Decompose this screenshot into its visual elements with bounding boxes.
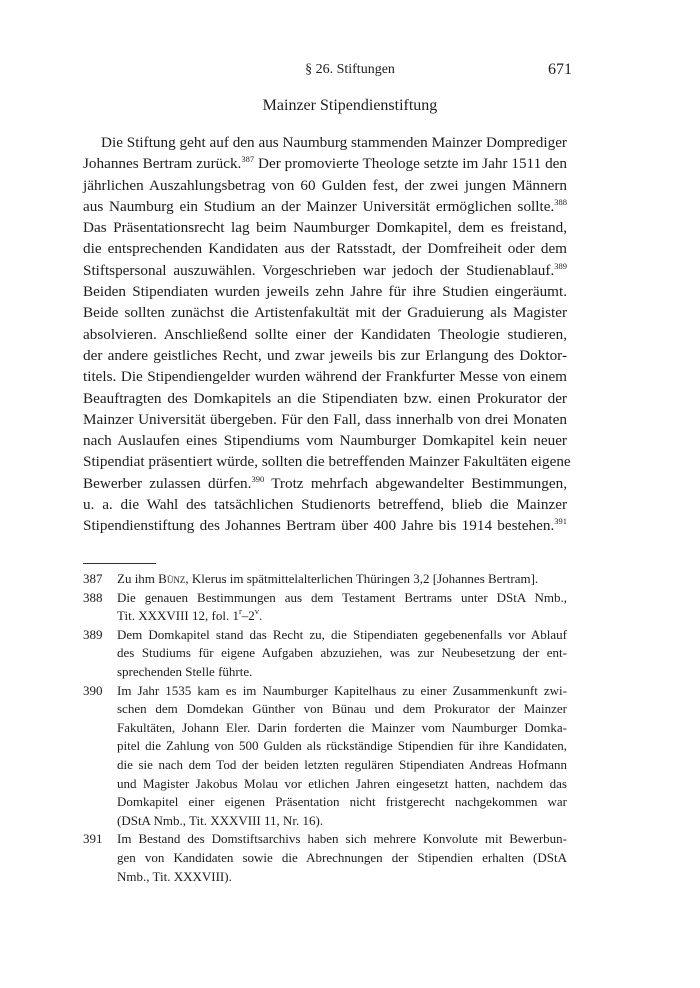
- body-line-text: Mainzer Universität übergeben. Für den Fall, dass innerhalb von drei Monaten: [83, 410, 567, 428]
- footnote-line: [117, 607, 567, 626]
- footnote-reference[interactable]: 388: [554, 196, 567, 207]
- footnote-line-text: Zu ihm: [117, 571, 159, 586]
- body-line-text: Stipendiat präsentiert würde, sollten die betreffenden Mainzer Fakultäten eigene: [83, 453, 571, 471]
- footnote-reference[interactable]: 387: [241, 154, 255, 165]
- footnote-line: [117, 737, 567, 756]
- body-line-text: nach Auslaufen eines Stipendiums vom Naumburger Domkapitel kein neuer: [83, 432, 567, 450]
- footnotes: [83, 570, 567, 886]
- footnote-number: 387: [83, 571, 103, 586]
- footnote-line-text: Im Jahr 1535 kam es im Naumburger Kapitelhaus zu einer Zusammenkunft zwi-: [117, 682, 567, 698]
- footnote-line-text: Im Bestand des Domstiftsarchivs haben sich mehrere Konvolute mit Bewerbun-: [117, 831, 567, 847]
- body-line: [83, 302, 567, 323]
- footnote-line: [117, 849, 567, 868]
- footnote-number: 389: [83, 626, 103, 642]
- footnote-line-text: –2: [241, 608, 255, 624]
- footnote-text: [117, 830, 567, 886]
- footnote-line: [117, 644, 567, 663]
- footnote-line-text: gen von Kandidaten sowie die Abrechnungen der Stipendien erhalten (DStA: [117, 849, 567, 865]
- body-line: [83, 494, 567, 515]
- footnote-line: [117, 830, 567, 849]
- footnote-line-text: Fakultäten, Johann Eler. Darin forderten die Mainzer vom Naumburger Domka-: [117, 719, 567, 735]
- footnote-line-text: Domkapitel einer eigenen Präsentation nicht fristgerecht nachgekommen war: [117, 794, 567, 810]
- footnote-line: [117, 756, 567, 775]
- footnote-line-text: Die genauen Bestimmungen aus dem Testament Bertrams unter DStA Nmb.,: [117, 589, 567, 605]
- footnote-text: [117, 682, 567, 831]
- body-line: [83, 153, 567, 174]
- body-line-text-continued: Der promovierte Theologe setzte im Jahr 1511 den: [254, 155, 568, 173]
- footnote-line: [117, 812, 567, 831]
- footnote-text: [117, 626, 567, 682]
- footnote-line-text: Nmb., Tit. XXXVIII).: [117, 868, 232, 884]
- body-line-text-continued: Trotz mehrfach abgewandelter Bestimmungen,: [264, 474, 567, 492]
- footnote-line: [117, 793, 567, 812]
- footnote-line-text: sprechenden Stelle führte.: [117, 663, 253, 679]
- body-line: [83, 132, 567, 153]
- footnote-divider: [83, 563, 156, 564]
- footnote-line-text: (DStA Nmb., Tit. XXXVIII 11, Nr. 16).: [117, 812, 324, 828]
- footnote-reference[interactable]: 389: [554, 260, 567, 271]
- body-line: [83, 196, 567, 217]
- footnote-line: [117, 682, 567, 701]
- body-line-text: Das Präsentationsrecht lag beim Naumburger Domkapitel, dem es freistand,: [83, 219, 567, 237]
- body-line-text: Johannes Bertram zurück.: [83, 155, 242, 173]
- body-line-text: u. a. die Wahl des tatsächlichen Studienorts betreffend, blieb die Mainzer: [83, 496, 567, 514]
- footnote-line-text: Tit. XXXVIII 12, fol. 1: [117, 608, 239, 624]
- footnote-line: [117, 626, 567, 645]
- footnote: [83, 682, 567, 831]
- footnote: [83, 626, 567, 682]
- footnote-number: 388: [83, 589, 103, 605]
- body-line-text: Stiftspersonal auszuwählen. Vorgeschrieben war jedoch der Studienablauf.: [83, 261, 555, 279]
- body-line-text: Beauftragten des Domkapitels an die Stipendiaten bzw. einen Prokurator der: [83, 389, 567, 407]
- author-name: Bünz: [158, 571, 186, 586]
- footnote-line: [117, 663, 567, 682]
- body-text: [83, 132, 571, 537]
- body-line-text: die entsprechenden Kandidaten aus der Ratsstadt, der Domfreiheit oder dem: [83, 240, 567, 258]
- footnote: [83, 570, 567, 589]
- body-line-text: Beiden Stipendiaten wurden jeweils zehn Jahre für ihre Studien eingeräumt.: [83, 283, 567, 301]
- folio-recto: r: [238, 606, 242, 617]
- footnote-line-text: schen dem Domdekan Günther von Bünau und dem Prokurator der Mainzer: [117, 701, 567, 717]
- footnote-line-text: und Magister Jakobus Molau vor etlichen Jahren eingesetzt hatten, nachdem das: [117, 775, 567, 791]
- folio-verso: v: [254, 606, 260, 617]
- body-line: [83, 409, 567, 430]
- footnote-line-text: pitel die Zahlung von 500 Gulden als rückständige Stipendien für ihre Kandidaten,: [117, 738, 567, 754]
- footnote-line: [117, 570, 567, 589]
- footnote-line-text: des Studiums für eigene Aufgaben abzuziehen, was zur Neubesetzung der ent-: [117, 645, 567, 661]
- body-line-text: Bewerber zulassen dürfen.: [83, 474, 252, 492]
- footnote-reference[interactable]: 390: [251, 473, 265, 484]
- body-line: [83, 324, 567, 345]
- body-line-text: Stipendienstiftung des Johannes Bertram über 400 Jahre bis 1914 bestehen.: [83, 517, 555, 535]
- body-line-text: jährlichen Auszahlungsbetrag von 60 Gulden fest, der zwei jungen Männern: [83, 176, 567, 194]
- footnote-line-text: die sie nach dem Tod der beiden letzten regulären Stipendiaten Andreas Hofmann: [117, 756, 567, 772]
- footnote-number: 391: [83, 831, 103, 847]
- body-line-text: absolvieren. Anschließend sollte einer der Kandidaten Theologie studieren,: [83, 325, 567, 343]
- body-line-text: aus Naumburg ein Studium an der Mainzer Universität ermöglichen sollte.: [83, 197, 555, 215]
- footnote-line: [117, 775, 567, 794]
- footnote: [83, 830, 567, 886]
- body-line: [83, 515, 567, 536]
- body-line: [83, 281, 567, 302]
- footnote-line: [117, 589, 567, 608]
- footnote-text: [117, 589, 567, 626]
- body-line-text: titels. Die Stipendiengelder wurden während der Frankfurter Messe von einem: [83, 368, 567, 386]
- body-line: [83, 345, 567, 366]
- body-line: [83, 260, 567, 281]
- footnote-line: [117, 868, 567, 887]
- footnote-number: 390: [83, 682, 103, 698]
- footnote-line: [117, 719, 567, 738]
- footnote-line: [117, 700, 567, 719]
- body-line-text: Die Stiftung geht auf den aus Naumburg stammenden Mainzer Domprediger: [101, 134, 567, 151]
- body-line: [83, 238, 567, 259]
- body-line: [83, 175, 567, 196]
- body-line: [83, 430, 567, 451]
- footnote-line-text: Dem Domkapitel stand das Recht zu, die Stipendiaten gegebenenfalls vor Ablauf: [117, 626, 567, 642]
- body-line: [83, 388, 567, 409]
- body-line: [83, 366, 567, 387]
- footnote-line-text: .: [259, 608, 263, 624]
- footnote: [83, 589, 567, 626]
- running-head: [0, 58, 700, 82]
- body-line-text: der andere geistliches Recht, und zwar jeweils bis zur Erlangung des Doktor-: [83, 346, 567, 364]
- footnote-reference[interactable]: 391: [554, 516, 567, 527]
- section-title: Mainzer Stipendienstiftung: [262, 97, 438, 114]
- body-line: [83, 451, 571, 472]
- footnote-text: [117, 570, 567, 589]
- body-line: [83, 217, 567, 238]
- body-line: [83, 473, 567, 494]
- page-number: 671: [548, 61, 572, 78]
- footnote-line-text: , Klerus im spätmittelalterlichen Thüringen 3,2 [Johannes Bertram].: [185, 571, 539, 586]
- running-title: § 26. Stiftungen: [305, 62, 395, 77]
- body-line-text: Beide sollten zunächst die Artistenfakultät mit der Graduierung als Magister: [83, 304, 567, 322]
